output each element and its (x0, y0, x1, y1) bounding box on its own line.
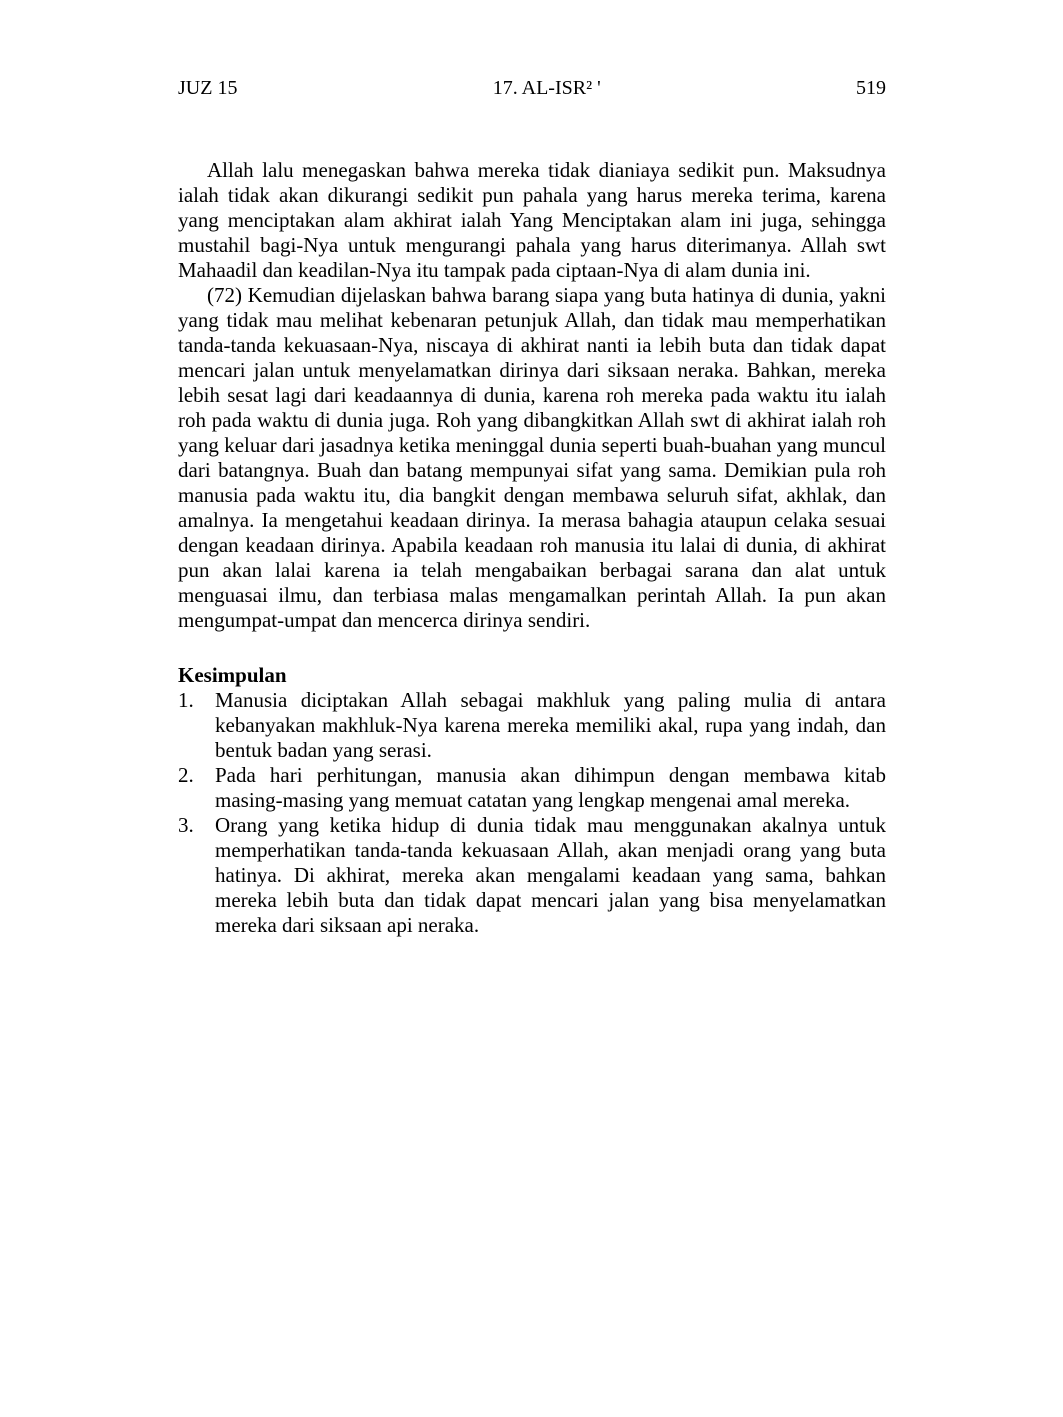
conclusion-item-1 (178, 688, 886, 763)
page (178, 74, 886, 938)
page-number: 519 (856, 77, 886, 99)
list-text: Pada hari perhitungan, manusia akan dihimpun dengan membawa kitab masing-masing yang memuat catatan yang lengkap mengenai amal mereka. (215, 763, 886, 812)
list-number: 2. (178, 763, 194, 787)
running-header (178, 74, 886, 102)
paragraph-2: (72) Kemudian dijelaskan bahwa barang siapa yang buta hatinya di dunia, yakni yang tidak mau melihat kebenaran petunjuk Allah, dan tidak mau memperhatikan tanda-tanda kekuasaan-Nya, niscaya di akhirat nanti ia lebih buta dan tidak dapat mencari jalan untuk menyelamatkan dirinya dari siksaan neraka. Bahkan, mereka lebih sesat lagi dari keadaannya di dunia, karena roh mereka pada waktu itu ialah roh pada waktu di dunia juga. Roh yang dibangkitkan Allah swt di akhirat ialah roh yang keluar dari jasadnya ketika meninggal dunia seperti buah-buahan yang muncul dari batangnya. Buah dan batang mempunyai sifat yang sama. Demikian pula roh manusia pada waktu itu, dia bangkit dengan membawa seluruh sifat, akhlak, dan amalnya. Ia mengetahui keadaan dirinya. Ia merasa bahagia ataupun celaka sesuai dengan keadaan dirinya. Apabila keadaan roh manusia itu lalai di dunia, di akhirat pun akan lalai karena ia telah mengabaikan berbagai sarana dan alat untuk menguasai ilmu, dan terbiasa malas mengamalkan perintah Allah. Ia pun akan mengumpat-umpat dan mencerca dirinya sendiri. (178, 283, 886, 632)
list-number: 1. (178, 688, 194, 712)
conclusion-list (178, 688, 886, 938)
list-number: 3. (178, 813, 194, 837)
conclusion-heading: Kesimpulan (178, 663, 287, 687)
body-text (178, 158, 886, 938)
header-juz: JUZ 15 (178, 77, 238, 99)
list-text: Orang yang ketika hidup di dunia tidak mau menggunakan akalnya untuk memperhatikan tanda-tanda kekuasaan Allah, akan menjadi orang yang buta hatinya. Di akhirat, mereka akan mengalami keadaan yang sama, bahkan mereka lebih buta dan tidak dapat mencari jalan yang bisa menyelamatkan mereka dari siksaan api neraka. (215, 813, 886, 937)
header-surah: 17. AL-ISR² ' (492, 77, 601, 99)
conclusion-item-2 (178, 763, 886, 813)
list-text: Manusia diciptakan Allah sebagai makhluk yang paling mulia di antara kebanyakan makhluk-Nya karena mereka memiliki akal, rupa yang indah, dan bentuk badan yang serasi. (215, 688, 886, 762)
paragraph-1: Allah lalu menegaskan bahwa mereka tidak dianiaya sedikit pun. Maksudnya ialah tidak akan dikurangi sedikit pun pahala yang harus mereka terima, karena yang menciptakan alam akhirat ialah Yang Menciptakan alam ini juga, sehingga mustahil bagi-Nya untuk mengurangi pahala yang harus diterimanya. Allah swt Mahaadil dan keadilan-Nya itu tampak pada ciptaan-Nya di alam dunia ini. (178, 158, 886, 282)
conclusion-item-3 (178, 813, 886, 938)
